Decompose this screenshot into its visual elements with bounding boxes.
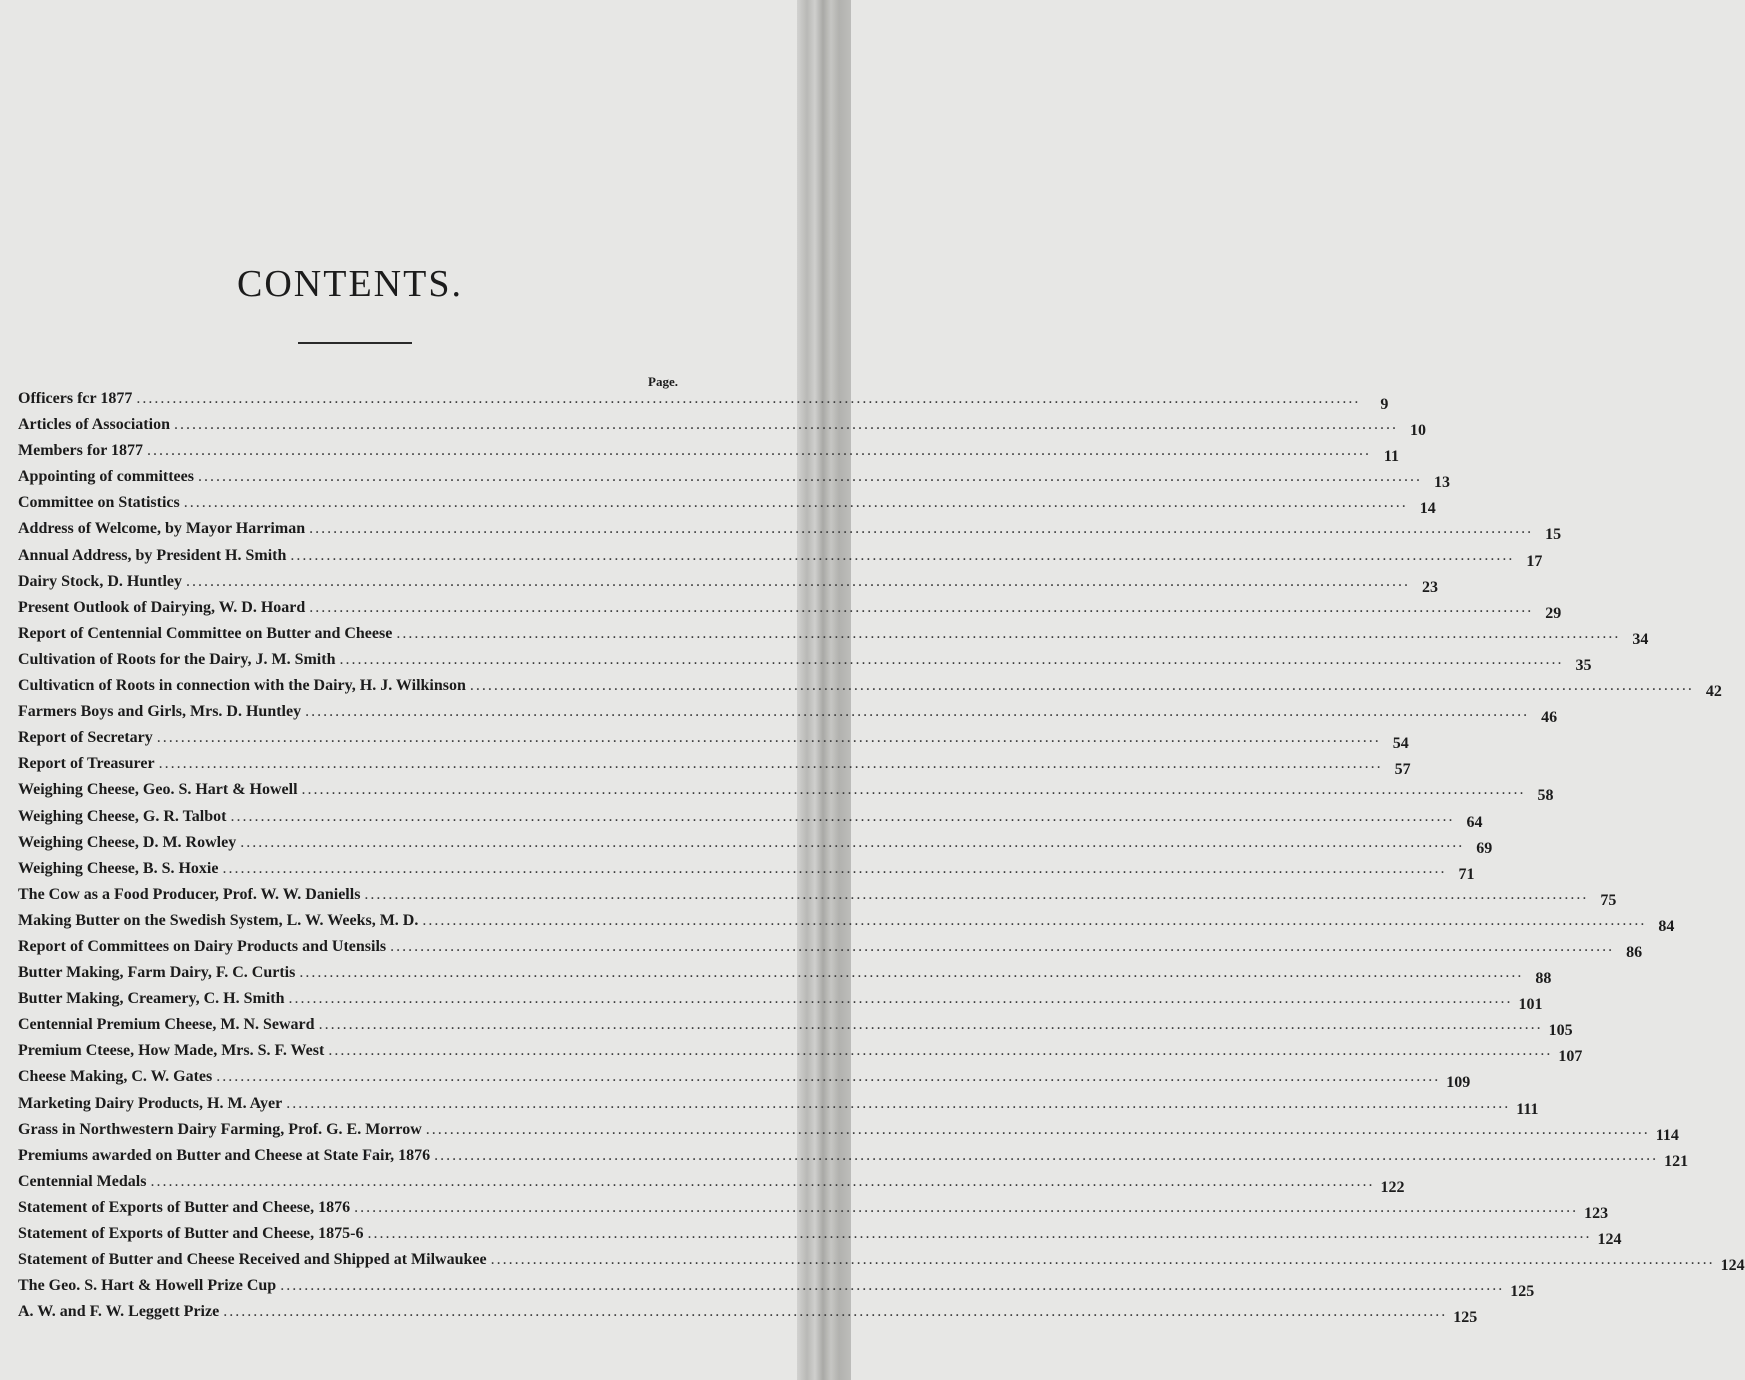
- toc-entry: [18, 1016, 1573, 1042]
- dot-leader: [184, 494, 1408, 512]
- toc-entry-title: Annual Address, by President H. Smith: [18, 546, 287, 564]
- toc-entry-title: Appointing of committees: [18, 468, 194, 486]
- toc-entry-page: 124: [1597, 1231, 1622, 1248]
- dot-leader: [470, 677, 1694, 695]
- table-of-contents: [18, 390, 1745, 1329]
- toc-entry-title: Weighing Cheese, D. M. Rowley: [18, 833, 237, 851]
- toc-entry: [18, 650, 1592, 677]
- toc-entry-page: 34: [1632, 630, 1649, 648]
- toc-entry-page: 57: [1394, 761, 1411, 779]
- dot-leader: [186, 573, 1410, 591]
- dot-leader: [240, 834, 1464, 852]
- toc-entry-title: Statement of Butter and Cheese Received and Shipped at Milwaukee: [18, 1251, 487, 1269]
- toc-entry-title: Report of Centennial Committee on Butter and Cheese: [18, 624, 393, 642]
- toc-entry-title: Grass in Northwestern Dairy Farming, Prof. G. E. Morrow: [18, 1120, 422, 1138]
- page-column-heading: Page.: [648, 374, 678, 389]
- toc-entry-title: The Cow as a Food Producer, Prof. W. W. Daniells: [18, 885, 361, 903]
- toc-entry-page: 64: [1466, 813, 1483, 831]
- toc-entry-title: Premium Cteese, How Made, Mrs. S. F. West: [18, 1042, 325, 1060]
- toc-entry-title: Weighing Cheese, G. R. Talbot: [18, 807, 227, 825]
- toc-entry-title: Report of Secretary: [18, 729, 153, 747]
- toc-entry-page: 11: [1383, 448, 1399, 466]
- toc-entry: [18, 677, 1722, 703]
- dot-leader: [390, 938, 1614, 956]
- toc-entry: [18, 755, 1411, 781]
- toc-entry-page: 13: [1433, 474, 1450, 492]
- toc-entry: [18, 1094, 1539, 1121]
- toc-entry-page: 42: [1705, 683, 1722, 701]
- toc-entry: [18, 416, 1426, 442]
- toc-entry-page: 114: [1655, 1126, 1679, 1144]
- toc-entry-page: 124: [1720, 1257, 1745, 1275]
- toc-entry-page: 23: [1422, 578, 1438, 596]
- toc-entry-title: Present Outlook of Dairying, W. D. Hoard: [18, 598, 306, 616]
- toc-entry-page: 86: [1626, 943, 1643, 961]
- toc-entry-page: 54: [1392, 735, 1409, 753]
- toc-entry-title: Butter Making, Farm Dairy, F. C. Curtis: [18, 964, 296, 982]
- toc-entry-title: Officers fcr 1877: [18, 390, 133, 407]
- dot-leader: [305, 703, 1529, 721]
- dot-leader: [290, 547, 1514, 565]
- toc-entry: [18, 885, 1617, 912]
- toc-entry: [18, 1042, 1583, 1068]
- dot-leader: [223, 1303, 1447, 1321]
- dot-leader: [319, 1016, 1543, 1034]
- toc-entry-page: 122: [1380, 1178, 1405, 1196]
- dot-leader: [339, 651, 1563, 669]
- toc-entry-title: Centennial Premium Cheese, M. N. Seward: [18, 1016, 315, 1034]
- toc-entry-title: Weighing Cheese, B. S. Hoxie: [18, 859, 219, 877]
- dot-leader: [367, 1225, 1591, 1243]
- toc-entry-title: Weighing Cheese, Geo. S. Hart & Howell: [18, 781, 298, 799]
- title-rule: [298, 342, 412, 344]
- toc-entry-page: 15: [1545, 526, 1562, 544]
- toc-entry: [18, 859, 1475, 886]
- toc-entry: [18, 1172, 1405, 1199]
- dot-leader: [150, 1173, 1374, 1191]
- toc-entry-page: 35: [1575, 656, 1592, 674]
- toc-entry: [18, 1303, 1478, 1329]
- dot-leader: [216, 1068, 1440, 1086]
- dot-leader: [309, 599, 1533, 617]
- toc-entry-page: 111: [1516, 1100, 1539, 1118]
- dot-leader: [174, 416, 1398, 434]
- toc-entry-page: 105: [1548, 1022, 1573, 1040]
- toc-entry-title: Dairy Stock, D. Huntley: [18, 572, 182, 590]
- dot-leader: [159, 755, 1383, 773]
- dot-leader: [364, 886, 1588, 904]
- dot-leader: [289, 990, 1513, 1008]
- toc-entry-title: Premiums awarded on Butter and Cheese at State Fair, 1876: [18, 1146, 431, 1164]
- toc-entry-title: Committee on Statistics: [18, 494, 180, 512]
- dot-leader: [309, 520, 1533, 538]
- toc-entry-title: Members for 1877: [18, 442, 143, 460]
- toc-entry-page: 125: [1453, 1309, 1478, 1327]
- toc-entry: [18, 1277, 1535, 1303]
- toc-entry: [18, 624, 1649, 651]
- dot-leader: [222, 860, 1446, 878]
- toc-entry: [18, 1198, 1609, 1225]
- toc-entry: [18, 1068, 1471, 1094]
- dot-leader: [396, 625, 1620, 643]
- toc-entry-page: 101: [1518, 996, 1543, 1014]
- dot-leader: [147, 442, 1371, 460]
- toc-entry-page: 75: [1600, 891, 1617, 909]
- toc-entry: [18, 703, 1558, 729]
- toc-entry: [18, 1225, 1622, 1251]
- dot-leader: [157, 729, 1381, 747]
- toc-entry-page: 107: [1558, 1048, 1583, 1066]
- dot-leader: [328, 1042, 1552, 1060]
- toc-entry-page: 29: [1545, 604, 1562, 622]
- toc-entry-page: 46: [1541, 709, 1558, 727]
- toc-entry-title: A. W. and F. W. Leggett Prize: [18, 1303, 220, 1321]
- toc-entry-title: Farmers Boys and Girls, Mrs. D. Huntley: [18, 703, 302, 721]
- toc-entry-page: 123: [1584, 1204, 1609, 1222]
- toc-entry-title: Cheese Making, C. W. Gates: [18, 1068, 213, 1086]
- toc-entry-page: 10: [1409, 422, 1426, 440]
- dot-leader: [354, 1199, 1578, 1217]
- toc-entry-title: Butter Making, Creamery, C. H. Smith: [18, 990, 285, 1008]
- toc-entry-page: 58: [1537, 787, 1554, 805]
- dot-leader: [230, 808, 1454, 826]
- toc-entry-page: 71: [1458, 865, 1475, 883]
- dot-leader: [426, 1121, 1650, 1139]
- toc-entry-page: 14: [1419, 500, 1436, 518]
- toc-entry: [18, 520, 1562, 546]
- toc-entry-title: The Geo. S. Hart & Howell Prize Cup: [18, 1277, 277, 1295]
- toc-entry: [18, 1251, 1745, 1277]
- toc-entry-title: Report of Treasurer: [18, 755, 155, 773]
- toc-entry-page: 84: [1658, 917, 1675, 935]
- toc-entry: [18, 833, 1493, 860]
- toc-entry-title: Report of Committees on Dairy Products and Utensils: [18, 937, 387, 955]
- toc-entry: [18, 911, 1675, 938]
- dot-leader: [280, 1277, 1504, 1295]
- toc-entry-title: Making Butter on the Swedish System, L. W. Weeks, M. D.: [18, 911, 419, 929]
- dot-leader: [198, 468, 1422, 486]
- dot-leader: [136, 390, 1360, 408]
- toc-entry-page: 125: [1510, 1283, 1535, 1301]
- toc-entry: [18, 468, 1450, 494]
- toc-entry-title: Statement of Exports of Butter and Cheese, 1876: [18, 1198, 351, 1216]
- dot-leader: [491, 1251, 1715, 1269]
- toc-entry: [18, 572, 1438, 599]
- toc-entry-page: 88: [1535, 970, 1552, 988]
- toc-entry-page: 17: [1526, 552, 1543, 570]
- toc-entry-page: 9: [1380, 396, 1389, 413]
- toc-entry-title: Articles of Association: [18, 416, 170, 434]
- toc-entry-page: 109: [1446, 1074, 1471, 1092]
- page-title: CONTENTS.: [237, 263, 463, 305]
- toc-entry: [18, 781, 1554, 807]
- dot-leader: [286, 1095, 1510, 1113]
- toc-entry-title: Cultivation of Roots for the Dairy, J. M. Smith: [18, 650, 336, 668]
- toc-entry-title: Cultivaticn of Roots in connection with the Dairy, H. J. Wilkinson: [18, 677, 466, 695]
- toc-entry-page: 69: [1476, 839, 1493, 857]
- toc-entry: [18, 990, 1543, 1016]
- toc-entry: [18, 598, 1562, 625]
- toc-entry-title: Statement of Exports of Butter and Cheese, 1875-6: [18, 1225, 364, 1242]
- toc-entry-title: Centennial Medals: [18, 1172, 147, 1190]
- toc-entry: [18, 494, 1436, 520]
- dot-leader: [422, 912, 1646, 930]
- toc-entry: [18, 937, 1643, 964]
- toc-entry: [18, 729, 1409, 755]
- toc-entry-page: 121: [1664, 1152, 1689, 1170]
- toc-entry: [18, 390, 1389, 416]
- dot-leader: [302, 781, 1526, 799]
- toc-entry-title: Address of Welcome, by Mayor Harriman: [18, 520, 306, 538]
- toc-entry-title: Marketing Dairy Products, H. M. Ayer: [18, 1094, 283, 1112]
- toc-entry: [18, 1120, 1679, 1147]
- toc-entry: [18, 442, 1399, 468]
- dot-leader: [434, 1147, 1658, 1165]
- dot-leader: [299, 964, 1523, 982]
- toc-entry: [18, 1146, 1689, 1173]
- toc-entry: [18, 807, 1483, 834]
- toc-entry: [18, 964, 1552, 990]
- toc-entry: [18, 546, 1543, 573]
